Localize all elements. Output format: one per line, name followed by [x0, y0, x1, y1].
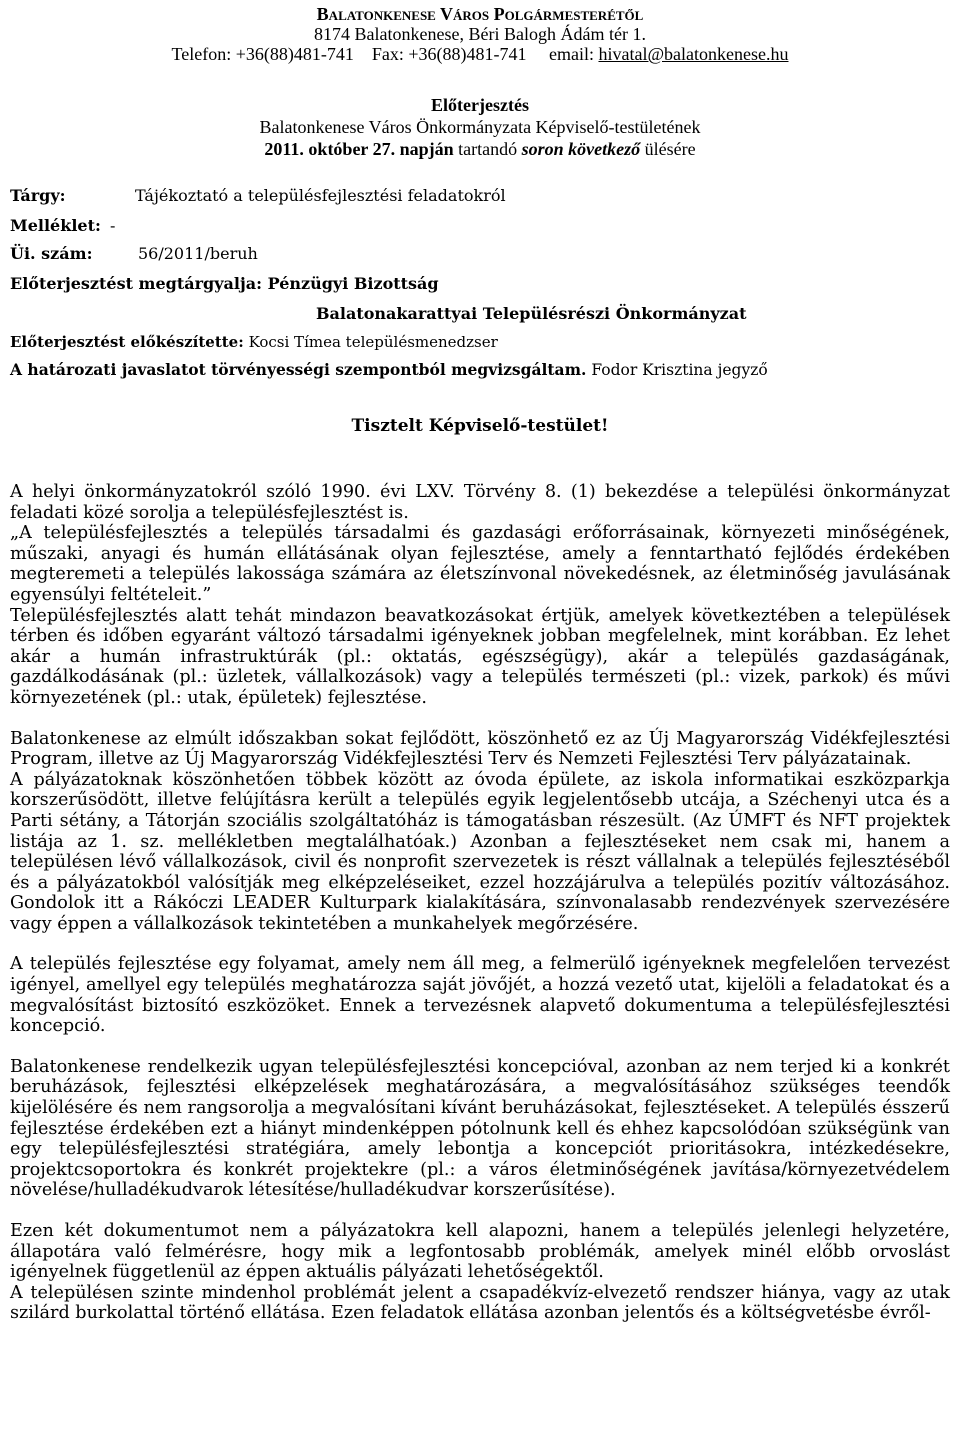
meeting-date: 2011. október 27. napján — [264, 139, 454, 159]
ui-value: 56/2011/beruh — [138, 244, 258, 263]
document-body — [10, 482, 950, 1324]
letterhead-address: 8174 Balatonkenese, Béri Balogh Ádám tér 1. — [314, 24, 646, 44]
paragraph: A település fejlesztése egy folyamat, amely nem áll meg, a felmerülő igényeknek megfelelően tervezést igényel, amellyel egy település meghatározza saját jövőjét, a hozzá vezető utat, kijelöli a feladatokat és a megvalósítást biztosító eszközöket. Ennek a tervezésnek alapvető dokumentuma a településfejlesztési koncepció. — [10, 954, 950, 1037]
megtargyalja-label: Előterjesztést megtárgyalja: — [10, 274, 263, 293]
paragraph-gap — [10, 934, 950, 954]
paragraph: Balatonkenese az elmúlt időszakban sokat fejlődött, köszönhető ez az Új Magyarország Vidékfejlesztési Program, illetve az Új Magyarország Vidékfejlesztési Terv és Nemzeti Fejlesztési Terv pályázatainak. — [10, 728, 950, 770]
paragraph-gap — [10, 1201, 950, 1221]
paragraph: A helyi önkormányzatokról szóló 1990. évi LXV. Törvény 8. (1) bekezdése a települési önkormányzat feladati közé sorolja a településfejlesztést is. — [10, 482, 950, 523]
meta-hatarozati — [10, 360, 950, 380]
meta-targy — [10, 186, 950, 206]
meta-megtargyalja — [10, 274, 950, 294]
meeting-type: soron következő — [521, 139, 641, 159]
meta-ui — [10, 244, 950, 264]
title-block — [0, 94, 960, 160]
meeting-date-end: ülésére — [640, 139, 696, 159]
ui-label: Üi. szám: — [10, 244, 93, 263]
targy-value: Tájékoztató a településfejlesztési feladatokról — [135, 186, 506, 205]
targy-label: Tárgy: — [10, 186, 66, 205]
jegyzo-text: Fodor Krisztina jegyző — [591, 361, 768, 379]
paragraph: A pályázatoknak köszönhetően többek között az óvoda épülete, az iskola informatikai eszközparkja korszerűsödött, illetve felújításra került a település egyik legjelentősebb utcája, a Széchenyi utca és a Parti sétány, a Tátorján szociális szolgáltatóház is támogatásban részesült. (Az ÚMFT és NFT projektek listája az 1. sz. mellékletben megtalálhatóak.) Azonban a fejlesztéseket nem csak mi, hanem a településen lévő vállalkozások, civil és nonprofit szervezetek is részt vállalnak a település fejlesztéséből és a pályázatokból valósítják meg elképzeléseiket, ezzel hozzájárulva a település pozitív változásához. Gondolok itt a Rákóczi LEADER Kulturpark kialakítására, színvonalasabb rendezvények szervezésére vagy éppen a vállalkozások tekintetében a munkahelyek megőrzésére. — [10, 769, 950, 934]
document-subtitle: Balatonkenese Város Önkormányzata Képviselő-testületének — [259, 117, 701, 137]
hatarozati-text: A határozati javaslatot törvényességi szempontból megvizsgáltam. — [10, 360, 587, 379]
letterhead-org: Balatonkenese Város Polgármesterétől — [316, 4, 644, 24]
meeting-date-line — [0, 138, 960, 160]
megtargyalja-1: Pénzügyi Bizottság — [267, 274, 439, 293]
melleklet-value: - — [110, 216, 116, 235]
megtargyalja-2: Balatonakarattyai Településrészi Önkormányzat — [316, 304, 747, 323]
greeting: Tisztelt Képviselő-testület! — [351, 416, 609, 436]
letterhead-fax: Fax: +36(88)481-741 — [371, 44, 527, 64]
meeting-date-mid: tartandó — [453, 139, 522, 159]
paragraph: Településfejlesztés alatt tehát mindazon beavatkozásokat értjük, amelyek következtében a települések térben és időben egyaránt változó társadalmi igényeknek jobban megfelelnek, mint korábban. Ez lehet akár a humán infrastruktúrák (pl.: oktatás, egészségügy), akár a település gazdaságának, gazdálkodásának (pl.: üzletek, vállalkozások) vagy a település természeti (pl.: vizek, parkok) és művi környezetének (pl.: utak, épületek) fejlesztése. — [10, 605, 950, 708]
paragraph: A településen szinte mindenhol problémát jelent a csapadékvíz-elvezető rendszer hiánya, vagy az utak szilárd burkolattal történő ellátása. Ezen feladatok ellátása azonban jelentős és a költségvetésbe évről- — [10, 1282, 950, 1324]
paragraph-gap — [10, 1037, 950, 1057]
paragraph: Balatonkenese rendelkezik ugyan településfejlesztési koncepcióval, azonban az nem terjed ki a konkrét beruházások, fejlesztési elképzelések meghatározására, a megvalósításához szükséges teendők kijelölésére és nem rangsorolja a megvalósítani kívánt beruházásokat, fejlesztéseket. A település ésszerű fejlesztése érdekében ezt a hiányt mindenképpen pótolnunk kell és ehhez kapcsolódóan szükségünk van egy településfejlesztési stratégiára, amely lebontja a koncepciót prioritásokra, intézkedésekre, projektcsoportokra és konkrét projektekre (pl.: a város életminőségének javítása/környezetvédelem növelése/hulladékudvarok létesítése/hulladékudvar korszerűsítése). — [10, 1056, 950, 1201]
letterhead-email-label: email: — [549, 44, 594, 64]
elokeszitette-value: Kocsi Tímea településmenedzser — [248, 333, 498, 351]
megtargyalja-2-line — [316, 304, 956, 324]
paragraph: „A településfejlesztés a település társadalmi és gazdasági erőforrásainak, környezeti minőségének, műszaki, anyagi és humán ellátásának olyan fejlesztése, amely a fenntartható fejlődés érdekében megteremeti a település lakossága számára az életszínvonal növekedésnek, az életminőség javulásának egyensúlyi feltételeit.” — [10, 523, 950, 605]
letterhead-contact — [0, 44, 960, 64]
paragraph: Ezen két dokumentumot nem a pályázatokra kell alapozni, hanem a település jelenlegi helyzetére, állapotára való felmérésre, hogy mik a legfontosabb problémák, amelyek minél előbb orvoslást igényelnek függetlenül az éppen aktuális pályázati lehetőségektől. — [10, 1221, 950, 1283]
melleklet-label: Melléklet: — [10, 216, 101, 235]
meta-elokeszitette — [10, 332, 950, 352]
elokeszitette-label: Előterjesztést előkészítette: — [10, 333, 244, 351]
paragraph-gap — [10, 709, 950, 729]
letterhead — [0, 4, 960, 64]
document-title: Előterjesztés — [431, 95, 529, 115]
letterhead-email-link[interactable]: hivatal@balatonkenese.hu — [598, 44, 789, 64]
meta-melleklet — [10, 216, 950, 236]
letterhead-phone: Telefon: +36(88)481-741 — [171, 44, 354, 64]
